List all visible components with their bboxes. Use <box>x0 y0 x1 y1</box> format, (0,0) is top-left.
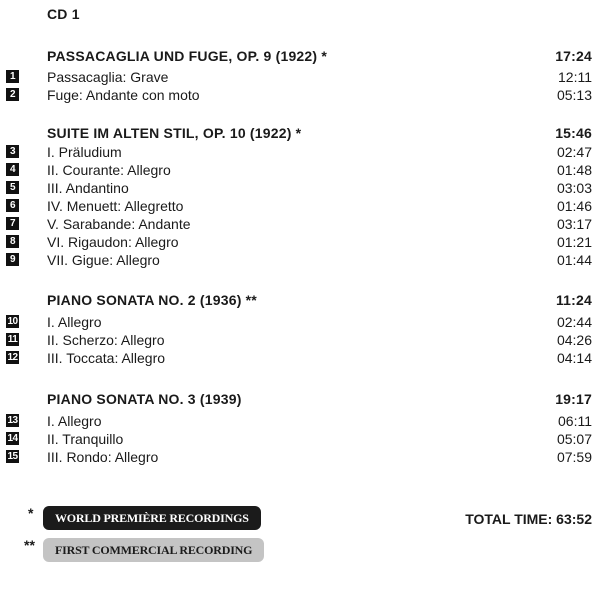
track-number: 6 <box>6 199 19 212</box>
track-row <box>6 144 592 162</box>
track-duration: 04:14 <box>556 350 592 366</box>
track-row <box>6 180 592 198</box>
track-duration: 03:17 <box>556 216 592 232</box>
track-title: II. Scherzo: Allegro <box>47 332 165 348</box>
track-title: Fuge: Andante con moto <box>47 87 200 103</box>
track-duration: 01:44 <box>556 252 592 268</box>
track-title: I. Allegro <box>47 314 102 330</box>
work-duration: 17:24 <box>555 48 592 64</box>
work-heading <box>47 125 592 143</box>
track-row <box>6 216 592 234</box>
track-row <box>6 252 592 270</box>
track-number: 8 <box>6 235 19 248</box>
track-duration: 01:21 <box>556 234 592 250</box>
footnote-mark-single: * <box>28 505 34 521</box>
track-duration: 06:11 <box>558 413 592 429</box>
track-title: IV. Menuett: Allegretto <box>47 198 184 214</box>
track-row <box>6 431 592 449</box>
track-row <box>6 413 592 431</box>
track-row <box>6 234 592 252</box>
disc-label: CD 1 <box>47 6 80 22</box>
track-number: 11 <box>7 334 18 345</box>
track-row <box>6 314 592 332</box>
work-title: PASSACAGLIA UND FUGE, OP. 9 (1922) * <box>47 48 328 64</box>
work-heading <box>47 292 592 310</box>
track-row <box>6 350 592 368</box>
track-duration: 04:26 <box>556 332 592 348</box>
work-heading <box>47 48 592 66</box>
track-duration: 01:48 <box>556 162 592 178</box>
track-number: 7 <box>6 217 19 230</box>
work-duration: 15:46 <box>555 125 592 141</box>
track-number: 10 <box>7 316 18 327</box>
track-title: II. Courante: Allegro <box>47 162 171 178</box>
track-title: III. Toccata: Allegro <box>47 350 166 366</box>
track-title: Passacaglia: Grave <box>47 69 169 85</box>
first-commercial-badge: FIRST COMMERCIAL RECORDING <box>43 538 264 562</box>
work-heading <box>47 391 592 409</box>
track-row <box>6 69 592 87</box>
track-duration: 05:07 <box>556 431 592 447</box>
track-number: 9 <box>6 253 19 266</box>
track-number: 3 <box>6 145 19 158</box>
track-title: I. Allegro <box>47 413 102 429</box>
track-row <box>6 162 592 180</box>
track-number: 1 <box>6 70 19 83</box>
track-number: 14 <box>7 433 18 444</box>
track-title: I. Präludium <box>47 144 122 160</box>
world-premiere-badge: WORLD PREMIÈRE RECORDINGS <box>43 506 261 530</box>
track-number: 12 <box>7 352 18 363</box>
track-number: 13 <box>7 415 18 426</box>
track-duration: 03:03 <box>556 180 592 196</box>
track-title: V. Sarabande: Andante <box>47 216 191 232</box>
work-title: PIANO SONATA NO. 3 (1939) <box>47 391 242 407</box>
track-title: VII. Gigue: Allegro <box>47 252 160 268</box>
track-number: 5 <box>6 181 19 194</box>
track-row <box>6 87 592 105</box>
work-duration: 11:24 <box>555 292 592 308</box>
track-duration: 02:47 <box>556 144 592 160</box>
track-duration: 02:44 <box>556 314 592 330</box>
work-title: PIANO SONATA NO. 2 (1936) ** <box>47 292 257 308</box>
track-duration: 07:59 <box>556 449 592 465</box>
track-row <box>6 198 592 216</box>
track-title: II. Tranquillo <box>47 431 124 447</box>
total-time: TOTAL TIME: 63:52 <box>465 511 592 527</box>
track-number: 15 <box>7 451 18 462</box>
work-title: SUITE IM ALTEN STIL, OP. 10 (1922) * <box>47 125 302 141</box>
track-number: 2 <box>6 88 19 101</box>
track-duration: 01:46 <box>556 198 592 214</box>
track-title: III. Andantino <box>47 180 129 196</box>
footnote-mark-double: ** <box>24 537 35 553</box>
track-title: VI. Rigaudon: Allegro <box>47 234 179 250</box>
work-duration: 19:17 <box>555 391 592 407</box>
track-duration: 12:11 <box>558 69 592 85</box>
track-duration: 05:13 <box>556 87 592 103</box>
track-row <box>6 449 592 467</box>
track-title: III. Rondo: Allegro <box>47 449 159 465</box>
track-number: 4 <box>6 163 19 176</box>
track-row <box>6 332 592 350</box>
